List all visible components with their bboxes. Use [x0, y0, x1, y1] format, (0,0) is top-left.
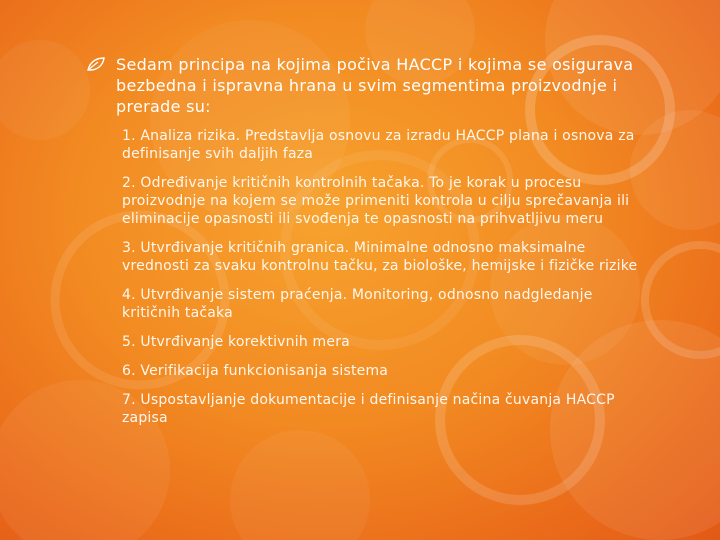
- list-item: 3. Utvrđivanje kritičnih granica. Minimalne odnosno maksimalne vrednosti za svaku kontrolnu tačku, za biološke, hemijske i fizičke rizike: [122, 240, 638, 274]
- list-item: 7. Uspostavljanje dokumentacije i definisanje načina čuvanja HACCP zapisa: [122, 392, 615, 426]
- list-item: 1. Analiza rizika. Predstavlja osnovu za izradu HACCP plana i osnova za definisanje svih daljih faza: [122, 128, 635, 162]
- leaf-bullet-icon: [86, 56, 106, 72]
- list-item: 4. Utvrđivanje sistem praćenja. Monitoring, odnosno nadgledanje kritičnih tačaka: [122, 287, 593, 321]
- list-item: 2. Određivanje kritičnih kontrolnih tačaka. To je korak u procesu proizvodnje na kojem se može primeniti kontrola u cilju sprečavanja ili eliminacije opasnosti ili svođenja te opasnosti na prihvatljivu meru: [122, 175, 630, 227]
- principles-list: [122, 127, 646, 427]
- lead-text: Sedam principa na kojima počiva HACCP i kojima se osigurava bezbedna i ispravna hrana u svim segmentima proizvodnje i prerade su:: [116, 55, 634, 116]
- slide-content: [86, 54, 646, 438]
- lead-paragraph: [86, 54, 646, 117]
- list-item: 5. Utvrđivanje korektivnih mera: [122, 334, 350, 350]
- list-item: 6. Verifikacija funkcionisanja sistema: [122, 363, 389, 379]
